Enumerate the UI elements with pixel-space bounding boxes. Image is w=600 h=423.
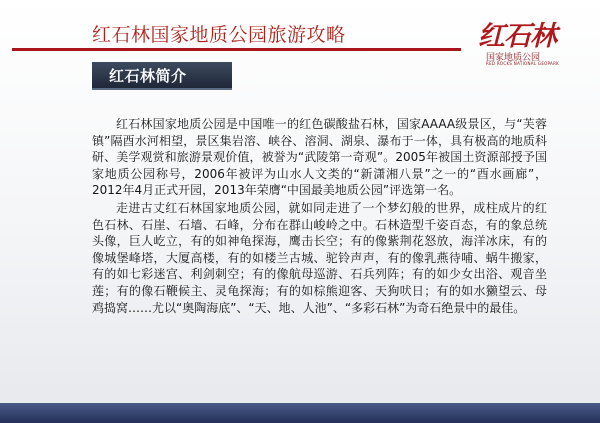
intro-text <box>92 116 547 316</box>
logo-name-en: RED ROCKS NATIONAL GEOPARK <box>486 61 560 66</box>
park-logo <box>466 14 590 70</box>
title-underline <box>12 48 461 51</box>
page-title: 红石林国家地质公园旅游攻略 <box>92 24 346 46</box>
footer-bar <box>0 403 600 423</box>
section-heading-bar <box>92 62 232 90</box>
paragraph: 走进古丈红石林国家地质公园，就如同走进了一个梦幻般的世界，成柱成片的红色石林、石崖、石墙、石峰，分布在群山峻岭之中。石林造型千姿百态，有的象总统头像，巨人屹立，有的如神龟探海，鹰击长空；有的像紫荆花怒放，海洋冰床，有的像城堡峰塔，大厦高楼，有的如楼兰古城、驼铃声声，有的像乳燕待哺、蜗牛搬家，有的如七彩迷宫、利剑刺空；有的像航母巡游、石兵列阵；有的如少女出浴、观音坐莲；有的像石鞭候主、灵龟探海；有的如棕熊迎客、天狗吠日；有的如水獭望云、母鸡捣窝……尤以“奥陶海底”、“天、地、人池”、“多彩石林”为奇石绝景中的最佳。 <box>92 200 547 315</box>
logo-mark: 红石林 <box>478 21 556 52</box>
section-heading: 红石林简介 <box>109 67 187 85</box>
logo-name-cn: 国家地质公园 <box>486 53 541 63</box>
paragraph: 红石林国家地质公园是中国唯一的红色碳酸盐石林，国家AAAA级景区，与“芙蓉镇”隔酉水河相望，景区集岩溶、峡谷、溶洞、湖泉、瀑布于一体，具有极高的地质科研、美学观赏和旅游景观价值，被誉为“武陵第一奇观”。2005年被国土资源部授予国家地质公园称号，2006年被评为山水人文类的“新潇湘八景”之一的“酉水画廊”，2012年4月正式开园，2013年荣膺“中国最美地质公园”评选第一名。 <box>92 117 547 198</box>
